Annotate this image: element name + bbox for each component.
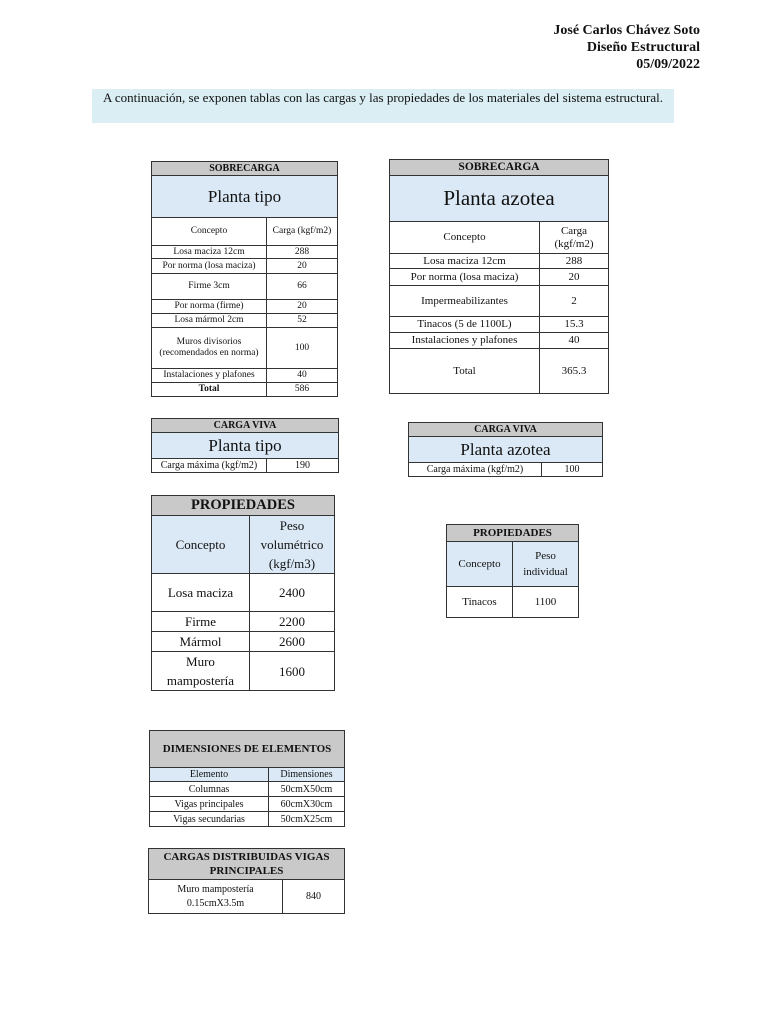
table-cell: 40 [540,333,609,349]
intro-text: A continuación, se exponen tablas con las cargas y las propiedades de los materiales del sistema estructural. [92,89,674,123]
carga-viva-planta-tipo-table [151,418,339,473]
table-title: SOBRECARGA [152,162,338,176]
table-cell: Tinacos [447,587,513,618]
table-title: PROPIEDADES [152,496,335,516]
table-cell: 2600 [250,632,335,652]
table-cell: 100 [542,463,603,477]
sobrecarga-planta-azotea-table [389,159,609,394]
table-title: CARGA VIVA [152,419,339,433]
table-cell: Losa mármol 2cm [152,314,267,328]
table-cell: 190 [267,459,339,473]
table-cell: 2400 [250,574,335,612]
table-cell: 2 [540,286,609,317]
table-subtitle: Planta azotea [409,437,603,463]
table-cell: Instalaciones y plafones [152,369,267,383]
propiedades-tinacos-table [446,524,579,618]
table-cell: Por norma (losa maciza) [152,259,267,274]
table-subtitle: Planta azotea [390,176,609,222]
table-cell: 20 [267,300,338,314]
author-name: José Carlos Chávez Soto [553,23,700,38]
table-cell: Impermeabilizantes [390,286,540,317]
table-cell: Tinacos (5 de 1100L) [390,317,540,333]
table-cell: 66 [267,274,338,300]
column-header: Carga (kgf/m2) [540,222,609,254]
column-header: Elemento [150,768,269,782]
table-title: CARGA VIVA [409,423,603,437]
table-title: SOBRECARGA [390,160,609,176]
column-header: Peso volumétrico (kgf/m3) [250,516,335,574]
table-cell: Losa maciza 12cm [390,254,540,269]
table-cell: Losa maciza [152,574,250,612]
document-subject: Diseño Estructural [586,40,700,55]
table-subtitle: Planta tipo [152,176,338,218]
total-value: 365.3 [540,349,609,394]
table-cell: 2200 [250,612,335,632]
column-header: Peso individual [513,542,579,587]
table-cell: 20 [267,259,338,274]
table-cell: Por norma (firme) [152,300,267,314]
table-cell: 840 [283,880,345,914]
table-cell: Columnas [150,782,269,797]
table-cell: Vigas principales [150,797,269,812]
table-cell: 100 [267,328,338,369]
column-header: Dimensiones [269,768,345,782]
table-title: PROPIEDADES [447,525,579,542]
column-header: Concepto [447,542,513,587]
table-cell: 50cmX25cm [269,812,345,827]
cargas-distribuidas-table [148,848,345,914]
table-cell: 50cmX50cm [269,782,345,797]
table-cell: 52 [267,314,338,328]
total-label: Total [390,349,540,394]
column-header: Carga (kgf/m2) [267,218,338,246]
table-cell: Por norma (losa maciza) [390,269,540,286]
carga-viva-planta-azotea-table [408,422,603,477]
propiedades-materiales-table [151,495,335,691]
table-cell: Firme [152,612,250,632]
table-title: DIMENSIONES DE ELEMENTOS [150,731,345,768]
table-cell: 15.3 [540,317,609,333]
table-cell: 60cmX30cm [269,797,345,812]
table-cell: Muros divisorios (recomendados en norma) [152,328,267,369]
table-title: CARGAS DISTRIBUIDAS VIGAS PRINCIPALES [149,849,345,880]
table-subtitle: Planta tipo [152,433,339,459]
table-cell: Losa maciza 12cm [152,246,267,259]
table-cell: Muro mampostería 0.15cmX3.5m [149,880,283,914]
document-header [553,22,700,73]
table-cell: Vigas secundarias [150,812,269,827]
table-cell: Carga máxima (kgf/m2) [409,463,542,477]
table-cell: 1100 [513,587,579,618]
table-cell: Mármol [152,632,250,652]
table-cell: Instalaciones y plafones [390,333,540,349]
total-value: 586 [267,383,338,397]
total-label: Total [152,383,267,397]
table-cell: 1600 [250,652,335,691]
table-cell: Firme 3cm [152,274,267,300]
table-cell: Muro mampostería [152,652,250,691]
column-header: Concepto [390,222,540,254]
column-header: Concepto [152,516,250,574]
table-cell: 288 [540,254,609,269]
table-cell: 288 [267,246,338,259]
table-cell: 20 [540,269,609,286]
table-cell: 40 [267,369,338,383]
column-header: Concepto [152,218,267,246]
dimensiones-elementos-table [149,730,345,827]
sobrecarga-planta-tipo-table [151,161,338,397]
table-cell: Carga máxima (kgf/m2) [152,459,267,473]
document-date: 05/09/2022 [636,57,700,72]
